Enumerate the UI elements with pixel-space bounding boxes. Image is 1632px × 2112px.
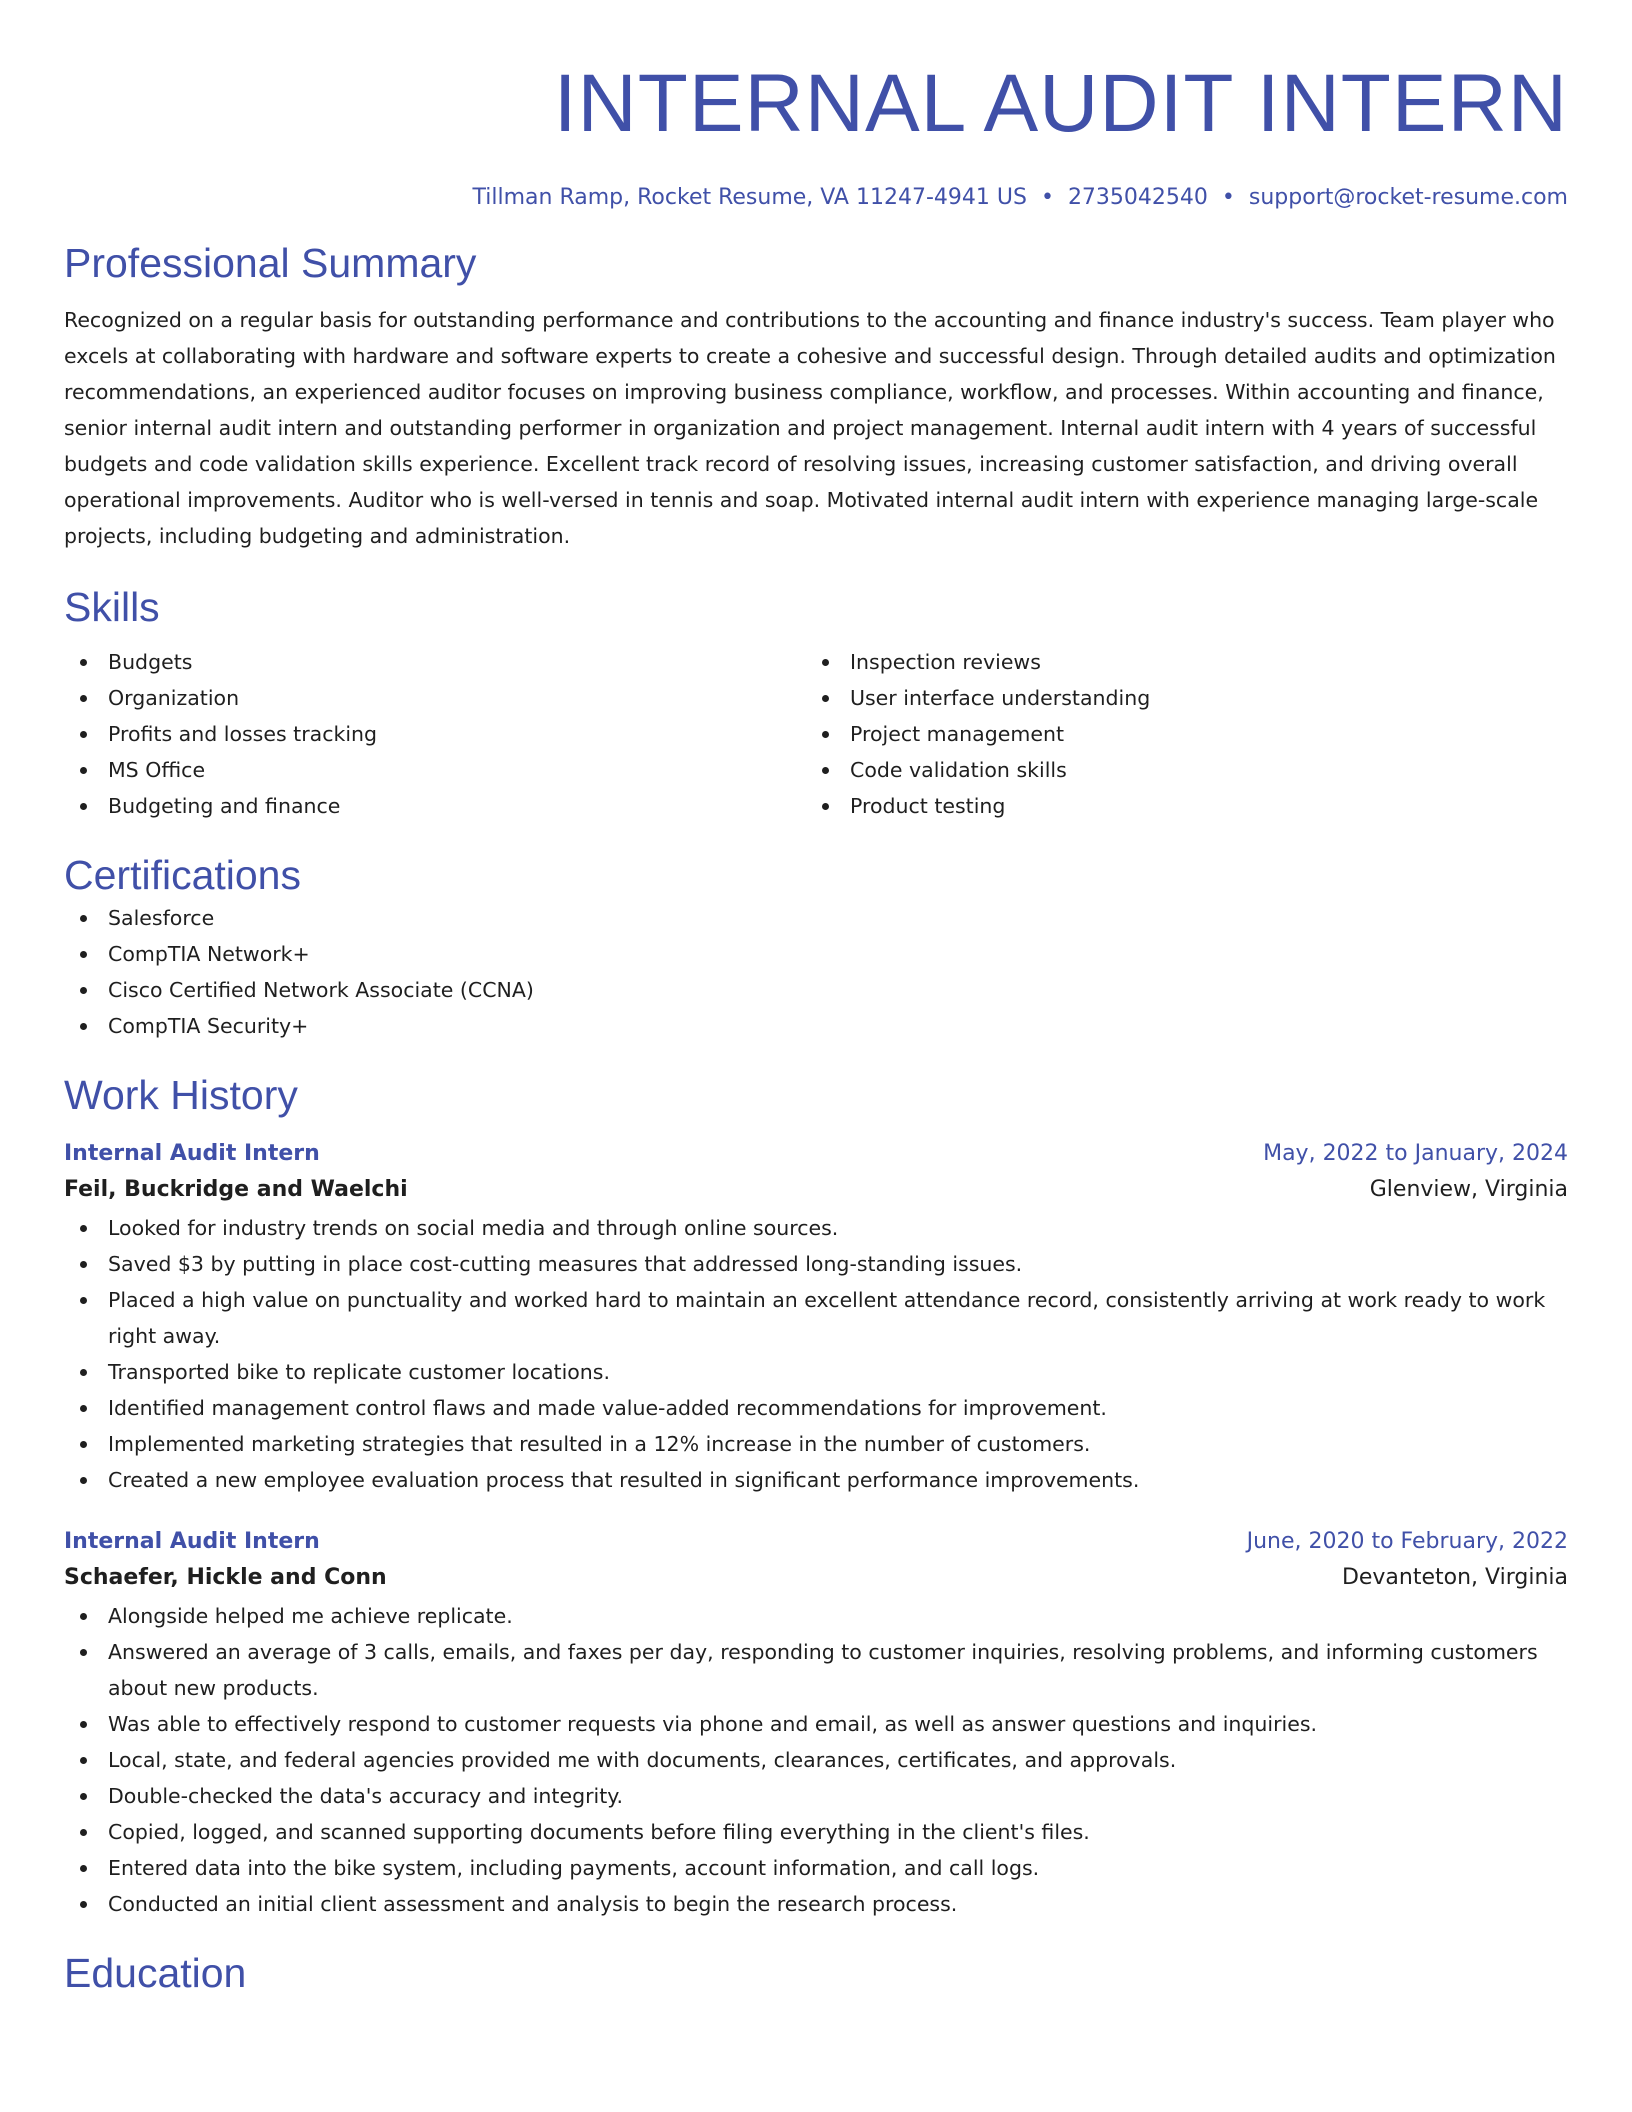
skills-column-right (806, 644, 1548, 824)
job-bullets (64, 1598, 1568, 1922)
job-location: Glenview, Virginia (1369, 1177, 1568, 1202)
job-entry (64, 1138, 1568, 1498)
skills-heading: Skills (64, 584, 160, 630)
resume-name: INTERNAL AUDIT INTERN (553, 58, 1568, 149)
contact-phone: 2735042540 (1067, 185, 1208, 210)
job-location: Devanteton, Virginia (1341, 1565, 1568, 1590)
job-bullets (64, 1210, 1568, 1498)
skill-item: Budgeting and finance (64, 788, 806, 824)
education-heading: Education (64, 1950, 247, 1996)
job-bullet: Double-checked the data's accuracy and integrity. (64, 1778, 1568, 1814)
certifications-heading: Certifications (64, 852, 301, 898)
job-bullet: Answered an average of 3 calls, emails, and faxes per day, responding to customer inquiries, resolving problems, and informing customers about new products. (64, 1634, 1568, 1706)
skill-item: MS Office (64, 752, 806, 788)
certification-item: Cisco Certified Network Associate (CCNA) (64, 972, 1568, 1008)
job-bullet: Saved $3 by putting in place cost-cutting measures that addressed long-standing issues. (64, 1246, 1568, 1282)
job-bullet: Local, state, and federal agencies provided me with documents, clearances, certificates, and approvals. (64, 1742, 1568, 1778)
job-bullet: Alongside helped me achieve replicate. (64, 1598, 1568, 1634)
certifications-list (64, 900, 1568, 1044)
job-dates: May, 2022 to January, 2024 (1263, 1141, 1568, 1166)
skill-item: Budgets (64, 644, 806, 680)
job-bullet: Placed a high value on punctuality and worked hard to maintain an excellent attendance record, consistently arriving at work ready to work right away. (64, 1282, 1568, 1354)
job-bullet: Was able to effectively respond to customer requests via phone and email, as well as answer questions and inquiries. (64, 1706, 1568, 1742)
job-role: Internal Audit Intern (64, 1141, 320, 1166)
contact-line (64, 182, 1568, 214)
skill-item: Project management (806, 716, 1548, 752)
certification-item: CompTIA Network+ (64, 936, 1568, 972)
skill-item: Product testing (806, 788, 1548, 824)
job-bullet: Conducted an initial client assessment and analysis to begin the research process. (64, 1886, 1568, 1922)
job-bullet: Identified management control flaws and made value-added recommendations for improvement. (64, 1390, 1568, 1426)
skills-column-left (64, 644, 806, 824)
work-history-heading: Work History (64, 1072, 298, 1118)
resume-header (64, 0, 1568, 214)
certification-item: CompTIA Security+ (64, 1008, 1568, 1044)
job-entry (64, 1526, 1568, 1922)
job-bullet: Transported bike to replicate customer locations. (64, 1354, 1568, 1390)
skill-item: User interface understanding (806, 680, 1548, 716)
skills-grid (64, 644, 1568, 824)
skill-item: Profits and losses tracking (64, 716, 806, 752)
job-bullet: Looked for industry trends on social media and through online sources. (64, 1210, 1568, 1246)
job-company-row (64, 1558, 1568, 1598)
contact-address: Tillman Ramp, Rocket Resume, VA 11247-4941 US (472, 185, 1027, 210)
skills-list-right (806, 644, 1548, 824)
job-bullet: Copied, logged, and scanned supporting documents before filing everything in the client's files. (64, 1814, 1568, 1850)
job-company: Feil, Buckridge and Waelchi (64, 1177, 408, 1202)
skill-item: Organization (64, 680, 806, 716)
job-dates: June, 2020 to February, 2022 (1246, 1529, 1568, 1554)
job-bullet: Implemented marketing strategies that resulted in a 12% increase in the number of customers. (64, 1426, 1568, 1462)
skill-item: Code validation skills (806, 752, 1548, 788)
contact-separator: • (1221, 185, 1235, 210)
contact-separator: • (1040, 185, 1054, 210)
summary-heading: Professional Summary (64, 240, 477, 286)
job-title-row (64, 1526, 1568, 1558)
contact-email: support@rocket-resume.com (1248, 185, 1568, 210)
job-title-row (64, 1138, 1568, 1170)
job-company-row (64, 1170, 1568, 1210)
summary-text: Recognized on a regular basis for outstanding performance and contributions to the accounting and finance industry's success. Team player who excels at collaborating with hardware and software experts to create a cohesive and successful design. Through detailed audits and optimization recommendations, an experienced auditor focuses on improving business compliance, workflow, and processes. Within accounting and finance, senior internal audit intern and outstanding performer in organization and project management. Internal audit intern with 4 years of successful budgets and code validation skills experience. Excellent track record of resolving issues, increasing customer satisfaction, and driving overall operational improvements. Auditor who is well-versed in tennis and soap. Motivated internal audit intern with experience managing large-scale projects, including budgeting and administration. (64, 308, 1556, 548)
job-bullet: Entered data into the bike system, including payments, account information, and call logs. (64, 1850, 1568, 1886)
certification-item: Salesforce (64, 900, 1568, 936)
job-bullet: Created a new employee evaluation process that resulted in significant performance improvements. (64, 1462, 1568, 1498)
job-role: Internal Audit Intern (64, 1529, 320, 1554)
skills-list-left (64, 644, 806, 824)
job-company: Schaefer, Hickle and Conn (64, 1565, 387, 1590)
skill-item: Inspection reviews (806, 644, 1548, 680)
